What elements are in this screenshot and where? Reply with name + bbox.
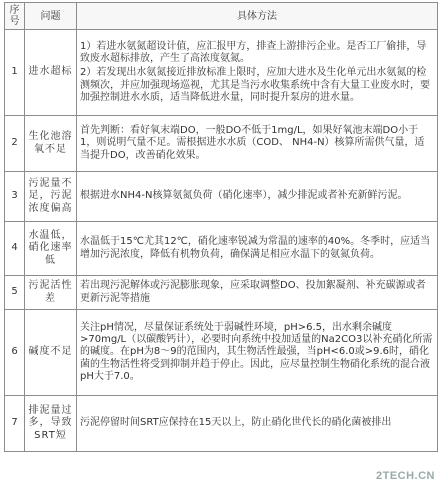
row-issue: 污泥量不足，污泥浓度偏高 — [25, 172, 77, 222]
header-issue: 问题 — [25, 3, 77, 30]
row-number: 1 — [5, 30, 25, 116]
table-row — [5, 276, 438, 310]
row-number: 2 — [5, 116, 25, 172]
row-issue: 水温低，硝化速率低 — [25, 222, 77, 276]
method-text: 污泥停留时间SRT应保持在15天以上，防止硝化世代长的硝化菌被排出 — [80, 417, 434, 429]
method-text: 2）若发现出水氨氮接近排放标准上限时，应加大进水及生化单元出水氨氮的检测频次，并应加强现场巡视，尤其是当污水收集系统中含有大量工业废水时，要加强控制进水水质，适当降低进水量，同时提升泵房的进水量。 — [80, 67, 434, 104]
method-text: 关注pH情况，尽量保证系统处于弱碱性环境，pH>6.5，出水剩余碱度>70mg/L（以碳酸钙计），必要时向系统中投加适量的Na2CO3以补充硝化所需的碱度。在pH为8～9的范围内，其生物活性最强，当pH<6.0或>9.6时，硝化菌的生物活性将受到抑制并趋于停止。因此，应尽量控制生物硝化系统的混合液pH大于7.0。 — [80, 322, 434, 383]
row-method — [77, 116, 438, 172]
row-method — [77, 30, 438, 116]
watermark-logo: 2TECH.CN — [376, 470, 435, 482]
header-no: 序号 — [5, 3, 25, 30]
row-number: 6 — [5, 310, 25, 396]
table-header-row — [5, 3, 438, 30]
row-method — [77, 396, 438, 452]
row-number: 4 — [5, 222, 25, 276]
table-row — [5, 172, 438, 222]
table-row — [5, 310, 438, 396]
row-method — [77, 310, 438, 396]
row-number: 7 — [5, 396, 25, 452]
row-issue: 进水超标 — [25, 30, 77, 116]
row-method — [77, 276, 438, 310]
table-row — [5, 116, 438, 172]
row-number: 5 — [5, 276, 25, 310]
method-text: 1）若进水氨氮超设计值，应汇报甲方，排查上游排污企业。是否工厂偷排，导致废水超标排放，产生了高浓度氨氮。 — [80, 41, 434, 66]
method-text: 首先判断：看好氧末端DO，一般DO不低于1mg/L，如果好氧池末端DO小于1，则说明气量不足。需根据进水水质（COD、 NH4-N）核算所需供气量，适当提升DO，改善硝化效果。 — [80, 125, 434, 162]
row-method — [77, 172, 438, 222]
table-row — [5, 396, 438, 452]
row-issue: 生化池溶氧不足 — [25, 116, 77, 172]
row-issue: 排泥量过多，导致SRT短 — [25, 396, 77, 452]
method-text: 根据进水NH4-N核算氨氮负荷（硝化速率），减少排泥或者补充新鲜污泥。 — [80, 190, 434, 202]
header-method: 具体方法 — [77, 3, 438, 30]
method-text: 水温低于15℃尤其12℃，硝化速率锐减为常温的速率的40%。冬季时，应适当增加污泥浓度，降低有机物负荷，确保满足相应水温下的氨氮负荷。 — [80, 236, 434, 261]
row-method — [77, 222, 438, 276]
row-issue: 污泥活性差 — [25, 276, 77, 310]
table-row — [5, 222, 438, 276]
table-row — [5, 30, 438, 116]
row-issue: 碱度不足 — [25, 310, 77, 396]
row-number: 3 — [5, 172, 25, 222]
method-text: 若出现污泥解体或污泥膨胀现象，应采取调整DO、投加絮凝剂、补充碳源或者更新污泥等措施 — [80, 280, 434, 305]
method-table — [4, 2, 438, 452]
